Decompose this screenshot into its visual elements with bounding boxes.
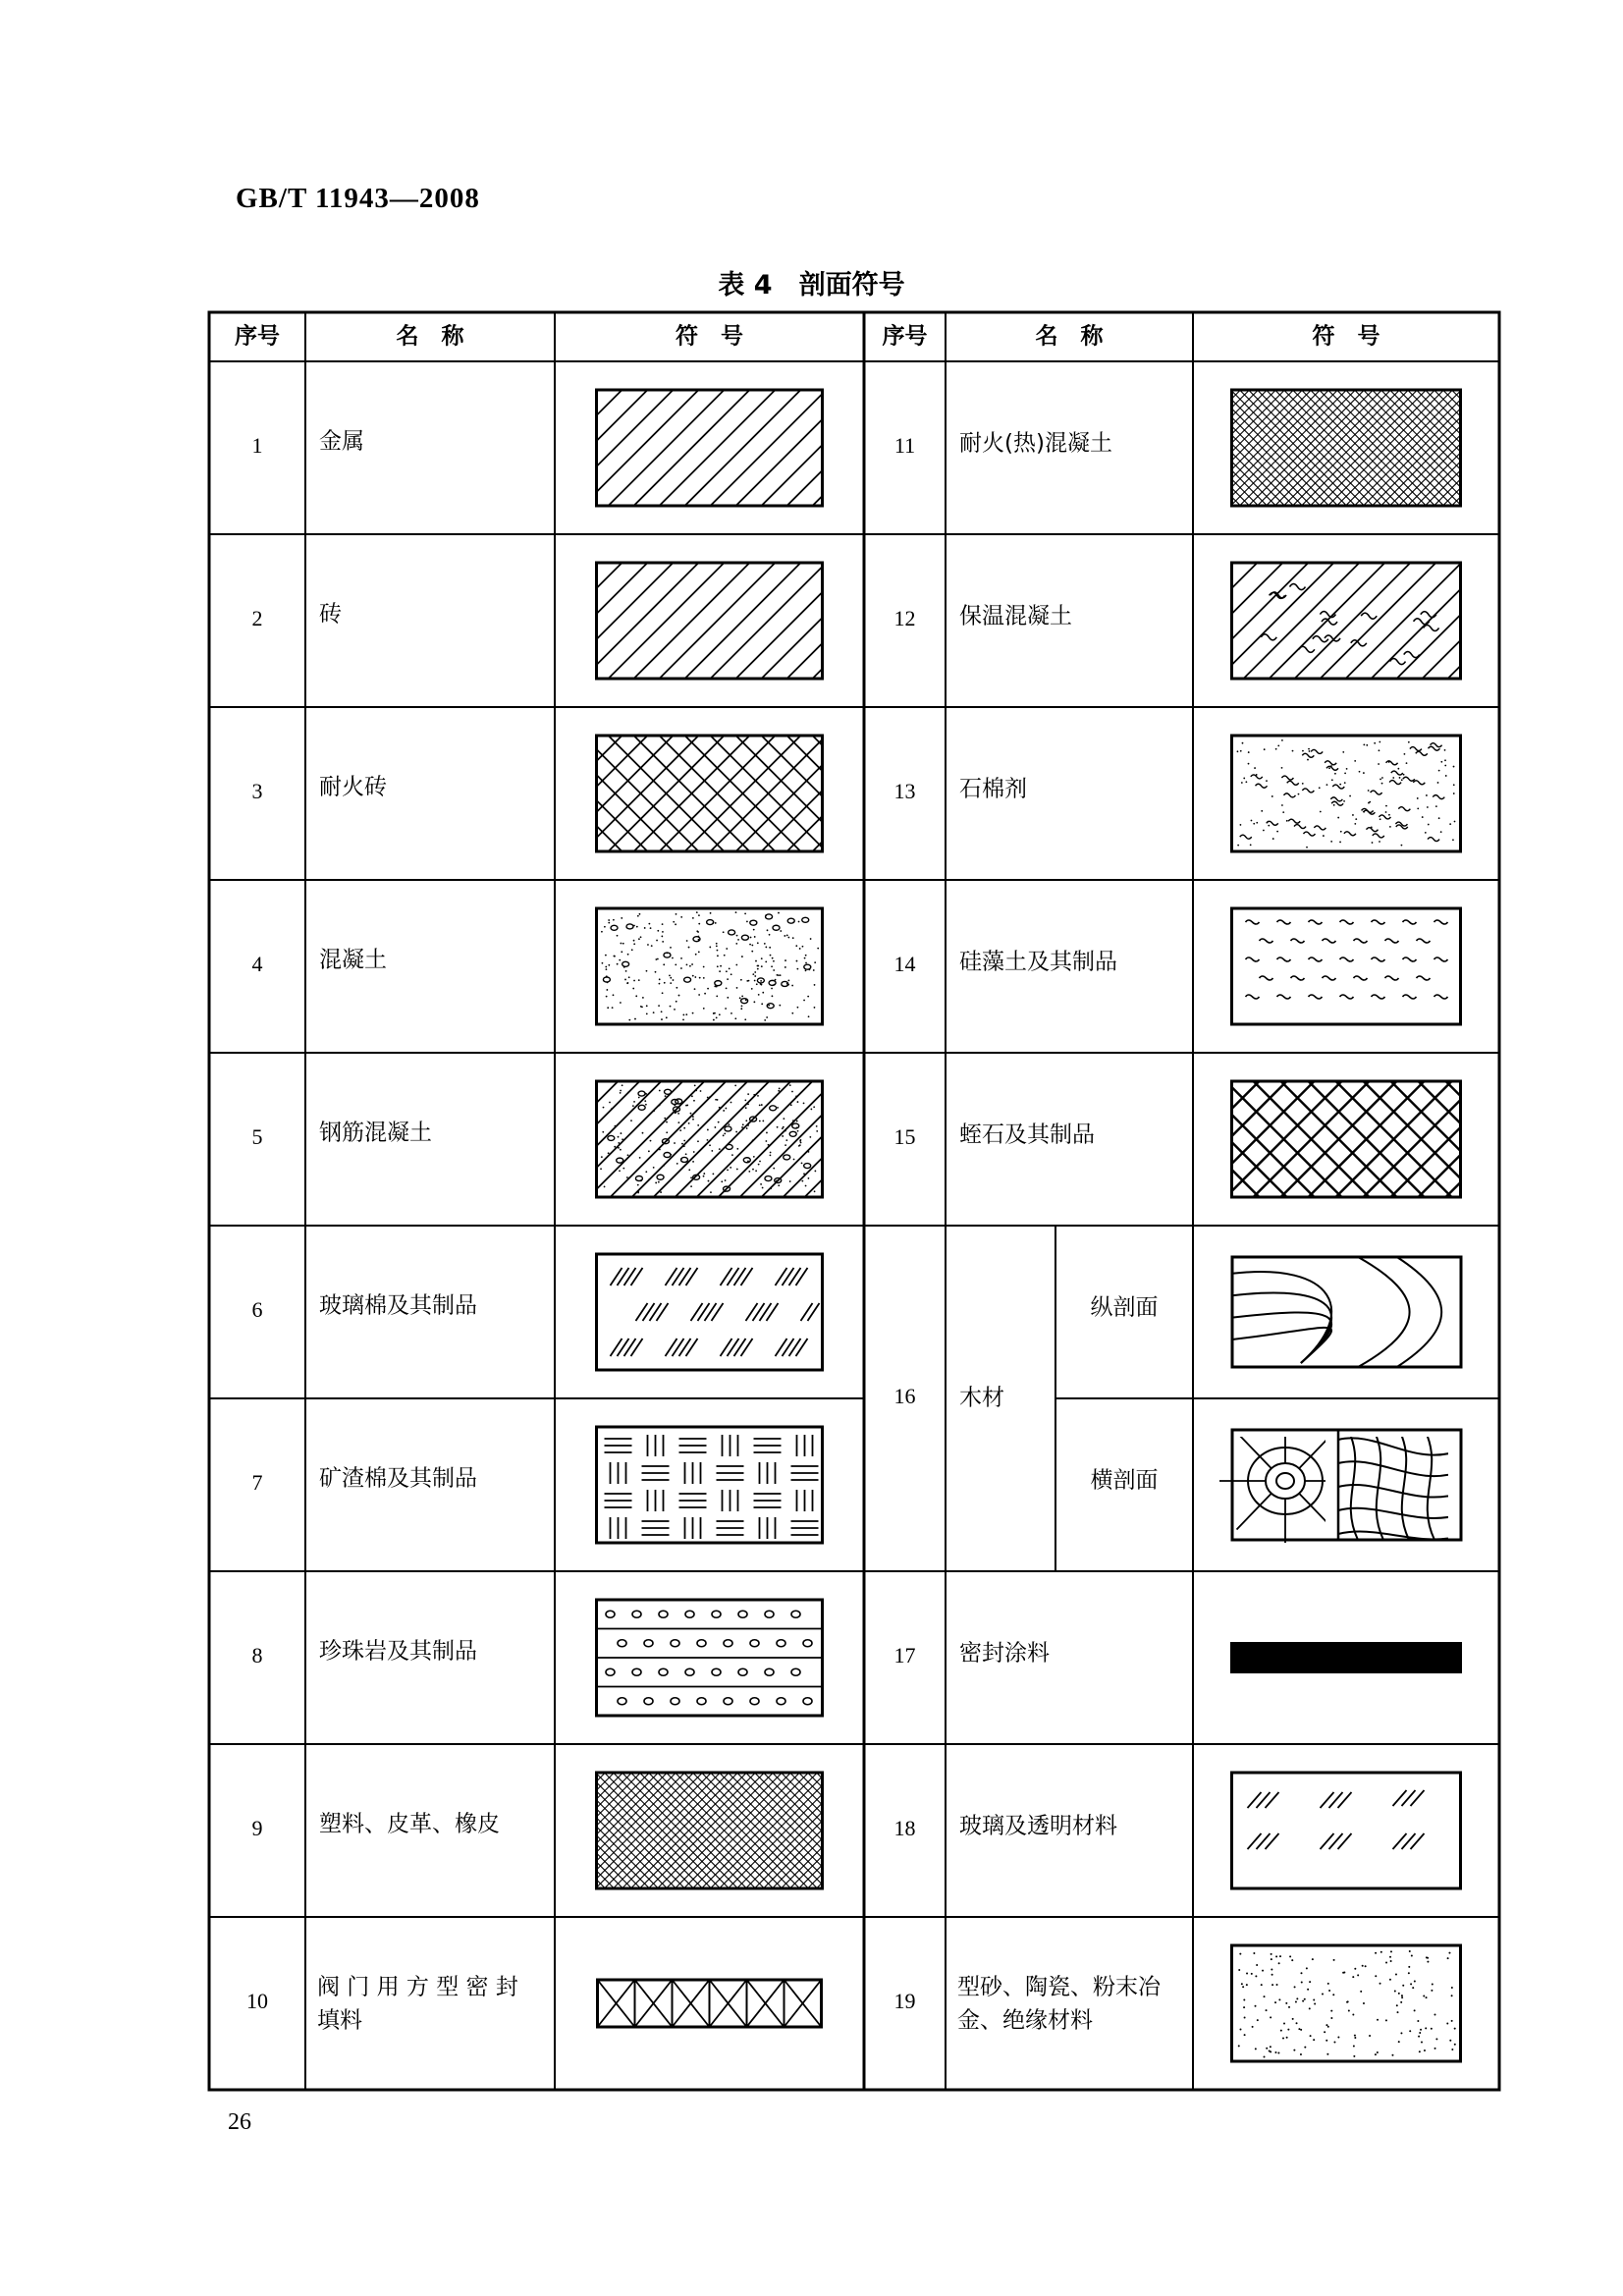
material-name: 木材 <box>959 1385 1004 1411</box>
material-name: 金、绝缘材料 <box>957 2007 1093 2034</box>
seq-number: 19 <box>893 1989 916 2014</box>
symbol-asbestos <box>1232 736 1461 851</box>
material-name: 塑料、皮革、橡皮 <box>319 1811 500 1837</box>
header-symbol-left: 符 号 <box>676 323 743 350</box>
seq-number: 7 <box>251 1470 263 1496</box>
seq-number: 18 <box>893 1816 916 1841</box>
document-id: GB/T 11943—2008 <box>236 183 480 214</box>
symbol-fine-crosshatch <box>1232 390 1461 506</box>
seq-number: 6 <box>251 1297 263 1323</box>
page-number: 26 <box>228 2109 251 2135</box>
symbol-fine-crosshatch <box>597 1773 823 1888</box>
header-name-right: 名 称 <box>1035 323 1104 350</box>
symbol-diatomite <box>1232 908 1461 1024</box>
table-title: 表 4 剖面符号 <box>718 270 905 301</box>
symbol-wood-longitudinal <box>1232 1257 1461 1367</box>
symbol-slag-wool <box>597 1427 823 1543</box>
symbol-solid-bar <box>1230 1642 1462 1673</box>
section-name: 纵剖面 <box>1090 1294 1159 1321</box>
material-name: 硅藻土及其制品 <box>959 949 1117 975</box>
symbol-wood-cross <box>1217 1412 1461 1550</box>
seq-number: 15 <box>893 1124 916 1150</box>
material-name: 玻璃棉及其制品 <box>319 1292 477 1319</box>
material-name: 矿渣棉及其制品 <box>319 1465 477 1492</box>
seq-number: 5 <box>251 1124 263 1150</box>
seq-number: 10 <box>246 1989 268 2014</box>
material-name: 保温混凝土 <box>959 603 1072 629</box>
seq-number: 11 <box>893 433 916 459</box>
material-name: 蛭石及其制品 <box>959 1121 1095 1148</box>
header-seq-left: 序号 <box>235 323 280 350</box>
seq-number: 13 <box>893 779 916 804</box>
material-name: 密封涂料 <box>959 1640 1050 1667</box>
seq-number: 1 <box>251 433 263 459</box>
material-name: 耐火砖 <box>319 774 387 800</box>
material-name: 混凝土 <box>319 947 387 973</box>
symbol-diag-wide <box>597 390 823 506</box>
symbol-crosshatch <box>597 736 823 851</box>
material-name: 金属 <box>319 428 364 455</box>
material-name: 珍珠岩及其制品 <box>319 1638 477 1665</box>
material-name: 钢筋混凝土 <box>319 1120 432 1146</box>
symbol-x-boxes <box>598 1980 822 2027</box>
symbol-crosshatch-dense <box>1232 1081 1461 1197</box>
material-name: 砖 <box>319 601 342 628</box>
seq-number: 2 <box>251 606 263 631</box>
seq-number: 8 <box>251 1643 263 1668</box>
symbol-concrete <box>597 908 823 1024</box>
header-name-left: 名 称 <box>396 323 464 350</box>
seq-number: 16 <box>893 1384 916 1409</box>
section-name: 横剖面 <box>1090 1467 1159 1494</box>
material-name: 阀 门 用 方 型 密 封 <box>317 1974 518 2000</box>
seq-number: 14 <box>893 952 916 977</box>
symbol-insulating-concrete <box>1232 563 1461 679</box>
seq-number: 3 <box>251 779 263 804</box>
seq-number: 17 <box>893 1643 916 1668</box>
material-name: 型砂、陶瓷、粉末冶 <box>957 1974 1161 2000</box>
material-name: 玻璃及透明材料 <box>959 1813 1117 1839</box>
seq-number: 9 <box>251 1816 263 1841</box>
symbol-perlite <box>597 1600 823 1716</box>
symbol-glass <box>1232 1773 1461 1888</box>
symbol-glass-wool <box>597 1254 823 1370</box>
symbol-sand-dots <box>1232 1945 1461 2061</box>
seq-number: 4 <box>251 952 263 977</box>
material-name: 填料 <box>317 2007 362 2034</box>
header-seq-right: 序号 <box>882 323 928 350</box>
seq-number: 12 <box>893 606 916 631</box>
material-name: 石棉剂 <box>959 776 1027 802</box>
symbol-diag-wide <box>597 563 823 679</box>
material-name: 耐火(热)混凝土 <box>959 430 1112 457</box>
symbol-reinforced-concrete <box>597 1081 823 1197</box>
header-symbol-right: 符 号 <box>1312 323 1380 350</box>
